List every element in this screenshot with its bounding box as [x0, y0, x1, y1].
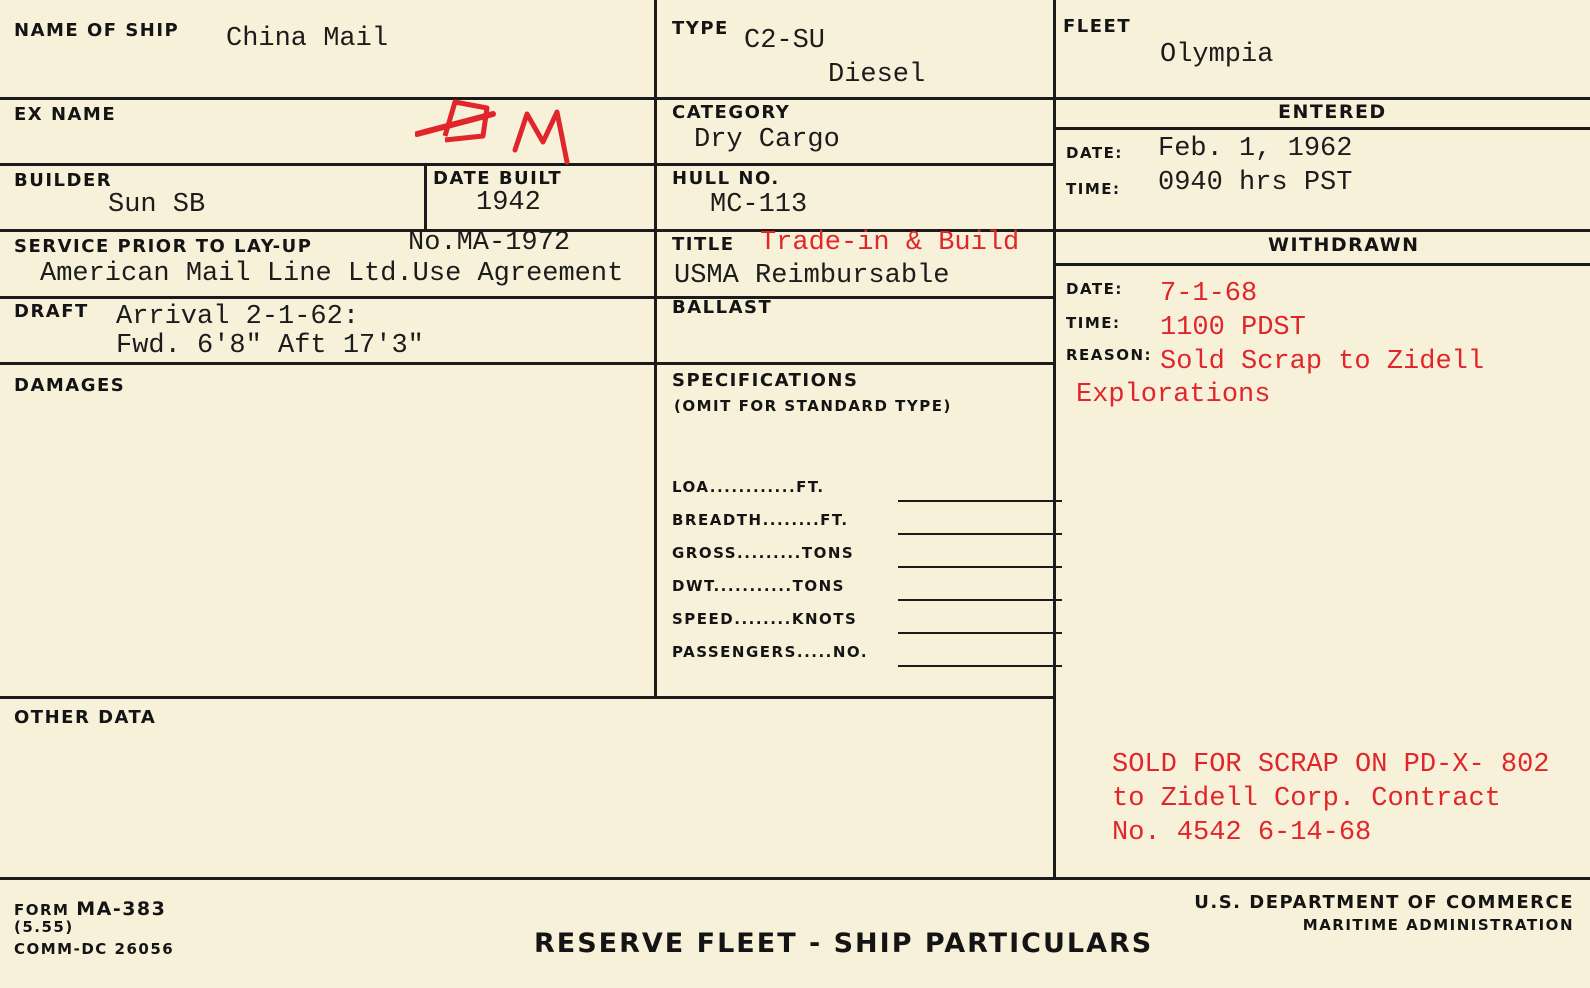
- form-title: RESERVE FLEET - SHIP PARTICULARS: [534, 928, 1154, 959]
- scrap-note-line1: SOLD FOR SCRAP ON PD-X- 802: [1112, 750, 1550, 780]
- date-built-value: 1942: [476, 188, 541, 218]
- ex-name-label: EX NAME: [14, 104, 117, 125]
- withdrawn-time-value: 1100 PDST: [1160, 313, 1306, 343]
- rule: [0, 97, 1590, 100]
- hull-no-value: MC-113: [710, 190, 808, 220]
- other-data-label: OTHER DATA: [14, 707, 157, 728]
- title-red-value: Trade-in & Build: [760, 228, 1020, 258]
- rule: [1053, 0, 1056, 880]
- category-value: Dry Cargo: [694, 125, 840, 155]
- form-number: MA-383: [76, 898, 167, 920]
- specifications-note: (OMIT FOR STANDARD TYPE): [674, 397, 952, 415]
- spec-blank-line: [898, 632, 1062, 634]
- name-of-ship-label: NAME OF SHIP: [14, 20, 180, 41]
- rule: [0, 696, 1055, 699]
- type-engine-value: Diesel: [828, 60, 926, 90]
- draft-arrival-value: Arrival 2-1-62:: [116, 302, 360, 332]
- spec-blank-line: [898, 566, 1062, 568]
- spec-label: DWT...........TONS: [672, 577, 845, 595]
- spec-blank-line: [898, 500, 1062, 502]
- reason-line1-value: Sold Scrap to Zidell: [1160, 347, 1485, 377]
- draft-depths-value: Fwd. 6'8" Aft 17'3": [116, 331, 424, 361]
- ship-name-value: China Mail: [226, 24, 389, 54]
- spec-row-gross: [672, 544, 1062, 570]
- date-built-label: DATE BUILT: [433, 168, 563, 189]
- withdrawn-heading: WITHDRAWN: [1268, 234, 1420, 256]
- fleet-value: Olympia: [1160, 40, 1274, 70]
- rule: [0, 296, 1055, 299]
- damages-label: DAMAGES: [14, 375, 126, 396]
- rule: [1055, 127, 1590, 130]
- spec-row-loa: [672, 478, 1062, 504]
- rule: [654, 0, 657, 699]
- specifications-label: SPECIFICATIONS: [672, 370, 859, 391]
- form-date: (5.55): [14, 918, 74, 936]
- spec-label: BREADTH........FT.: [672, 511, 849, 529]
- type-value: C2-SU: [744, 26, 826, 56]
- form-word: FORM: [14, 901, 70, 919]
- draft-label: DRAFT: [14, 301, 89, 322]
- service-value: American Mail Line Ltd.Use Agreement: [40, 259, 624, 289]
- rule: [424, 163, 427, 232]
- title-black-value: USMA Reimbursable: [674, 261, 950, 291]
- entered-time-label: TIME:: [1066, 180, 1121, 198]
- reason-label: REASON:: [1066, 346, 1153, 364]
- entered-time-value: 0940 hrs PST: [1158, 168, 1353, 198]
- scrap-note-line2: to Zidell Corp. Contract: [1112, 784, 1501, 814]
- department-name: U.S. DEPARTMENT OF COMMERCE: [1194, 892, 1574, 913]
- reason-line2-value: Explorations: [1076, 380, 1271, 410]
- withdrawn-time-label: TIME:: [1066, 314, 1121, 332]
- spec-label: SPEED........KNOTS: [672, 610, 858, 628]
- rule: [0, 362, 1055, 365]
- spec-label: GROSS.........TONS: [672, 544, 855, 562]
- entered-date-label: DATE:: [1066, 144, 1123, 162]
- scrap-note-line3: No. 4542 6-14-68: [1112, 818, 1372, 848]
- title-label: TITLE: [672, 234, 735, 255]
- spec-blank-line: [898, 533, 1062, 535]
- ballast-label: BALLAST: [672, 297, 773, 318]
- hull-no-label: HULL NO.: [672, 168, 780, 189]
- rule: [1055, 263, 1590, 266]
- builder-label: BUILDER: [14, 170, 113, 191]
- fleet-label: FLEET: [1063, 16, 1132, 37]
- spec-row-dwt: [672, 577, 1062, 603]
- handwritten-initials: [415, 96, 585, 166]
- administration-name: MARITIME ADMINISTRATION: [1302, 916, 1574, 934]
- type-label: TYPE: [672, 18, 729, 39]
- withdrawn-date-value: 7-1-68: [1160, 279, 1258, 309]
- form-label: [14, 898, 166, 920]
- builder-value: Sun SB: [108, 190, 206, 220]
- spec-label: LOA............FT.: [672, 478, 825, 496]
- agreement-no-value: No.MA-1972: [408, 228, 571, 258]
- spec-row-speed: [672, 610, 1062, 636]
- entered-date-value: Feb. 1, 1962: [1158, 134, 1353, 164]
- withdrawn-date-label: DATE:: [1066, 280, 1123, 298]
- spec-blank-line: [898, 665, 1062, 667]
- service-prior-label: SERVICE PRIOR TO LAY-UP: [14, 236, 313, 257]
- spec-label: PASSENGERS.....NO.: [672, 643, 869, 661]
- spec-row-passengers: [672, 643, 1062, 669]
- spec-blank-line: [898, 599, 1062, 601]
- comm-number: COMM-DC 26056: [14, 940, 175, 958]
- rule: [0, 877, 1590, 880]
- category-label: CATEGORY: [672, 102, 791, 123]
- entered-heading: ENTERED: [1278, 101, 1387, 123]
- spec-row-breadth: [672, 511, 1062, 537]
